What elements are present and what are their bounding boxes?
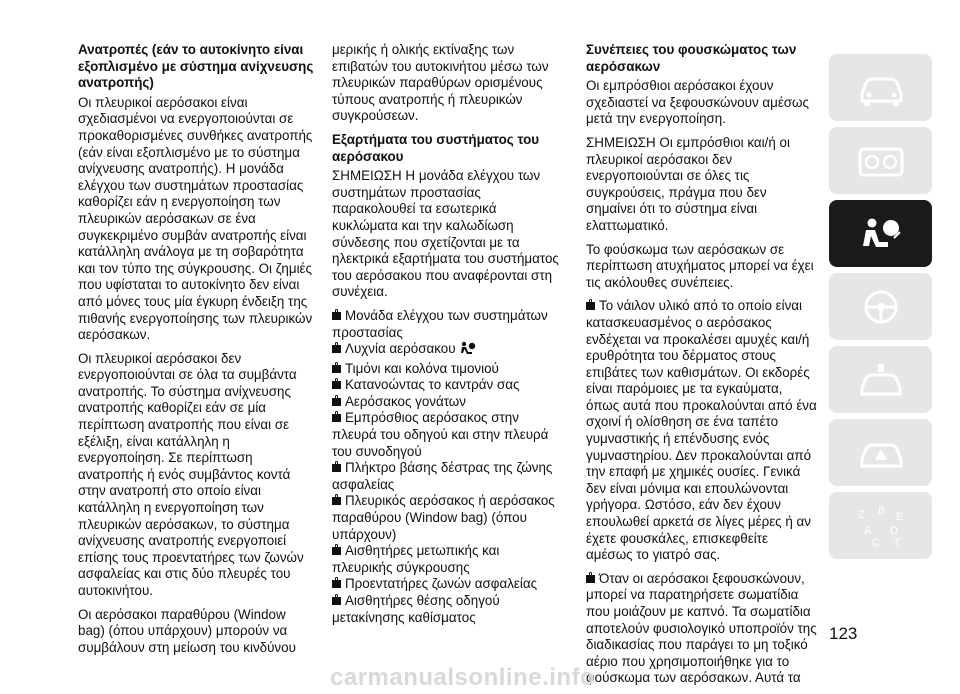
watermark: carmanualsonline.info	[330, 664, 596, 691]
bullet-icon	[586, 302, 595, 310]
bullet-icon	[332, 365, 341, 373]
paragraph: μερικής ή ολικής εκτίναξης των επιβατών του αυτοκινήτου μέσω των πλευρικών παραθύρων ορισμένους τύπους ανατροπής ή πλευρικών συγκρούσεων.	[332, 42, 549, 124]
tab-maintenance[interactable]	[829, 346, 932, 413]
paragraph: Οι εμπρόσθιοι αερόσακοι έχουν σχεδιαστεί να ξεφουσκώνουν αμέσως μετά την ενεργοποίηση.	[586, 78, 809, 127]
list-item: Αισθητήρες μετωπικής και πλευρικής σύγκρουσης	[332, 543, 500, 575]
bullet-icon	[332, 398, 341, 406]
bullet-icon	[332, 414, 341, 422]
list-item: Κατανοώντας το καντράν σας	[332, 377, 562, 394]
steering-wheel-icon	[850, 283, 912, 331]
bullet-icon	[332, 464, 341, 472]
alphabet-index-icon	[850, 502, 912, 550]
bullet-icon	[332, 312, 341, 320]
tab-car[interactable]	[829, 54, 932, 121]
tab-safety-airbag[interactable]	[829, 200, 932, 267]
note-paragraph: ΣΗΜΕΙΩΣΗ Η μονάδα ελέγχου των συστημάτων προστασίας παρακολουθεί τα εσωτερικά κυκλώματα και την καλωδίωση σύνδεσης που σχετίζονται με τα ηλεκτρικά εξαρτήματα του συστήματος του αερόσακου που αναφέρονται στη συνέχεια.	[332, 168, 559, 300]
page-number: 123	[829, 624, 858, 643]
bullet-paragraph: Το νάιλον υλικό από το οποίο είναι κατασκευασμένος ο αερόσακος ενδέχεται να προκαλέσει αμυχές και/ή ερυθρότητα του δέρματος στους επιβάτες των καθισμάτων. Οι εκδορές είναι παρόμοιες με τα εγκαύματα, όπως αυτά που προκαλούνται από ένα σχοινί ή ολίσθηση σε ένα ταπέτο γυμναστικής ή επένδυσης ενός γυμναστηρίου. Δεν προκαλούνται από την επαφή με χημικές ουσίες. Γενικά δεν είναι μόνιμα και επουλώνονται γρήγορα. Ωστόσο, εάν δεν έχουν επουλωθεί αρκετά σε λίγες μέρες ή αν έχετε φουσκάλες, επισκεφθείτε αμέσως το γιατρό σας.	[586, 298, 817, 563]
airbag-passenger-icon	[850, 210, 912, 258]
list-item: Αισθητήρες θέσης οδηγού μετακίνησης καθίσματος	[332, 593, 500, 625]
bullet-icon	[332, 547, 341, 555]
section-heading-components: Εξαρτήματα του συστήματος του αερόσακου	[332, 131, 540, 164]
paragraph: Οι πλευρικοί αερόσακοι είναι σχεδιασμένοι να ενεργοποιούνται σε προκαθορισμένες συνθήκες ανατροπής (εάν είναι εξοπλισμένο με το σύστημα ανίχνευσης ανατροπής). Η μονάδα ελέγχου των συστημάτων προστασίας καθορίζει εάν η ενεργοποίηση των πλευρικών αερόσακων σε ένα συγκεκριμένο συμβάν ανατροπής είναι κατάλληλη ανάλογα με τη σοβαρότητα και τον τύπο της σύγκρουσης. Οι ζημιές που υφίσταται το αυτοκίνητο δεν είναι από μόνες τους μία έγκυρη ένδειξη της πιθανής ενεργοποίησης των πλευρικών αερόσακων.	[78, 94, 313, 343]
svg-text:D: D	[889, 524, 898, 537]
paragraph: Το φούσκωμα των αερόσακων σε περίπτωση ατυχήματος μπορεί να έχει τις ακόλουθες συνέπειες.	[586, 241, 814, 290]
svg-text:B: B	[877, 504, 885, 517]
paragraph: Οι αερόσακοι παραθύρου (Window bag) (όπου υπάρχουν) μπορούν να συμβάλουν στη μείωση του κινδύνου	[78, 606, 296, 655]
list-item: Μονάδα ελέγχου των συστημάτων προστασίας	[332, 307, 548, 340]
tab-technical[interactable]	[829, 419, 932, 486]
bullet-icon	[586, 575, 595, 583]
column-1	[78, 42, 314, 663]
svg-text:A: A	[863, 524, 871, 537]
list-item: Εμπρόσθιος αερόσακος στην πλευρά του οδηγού και στην πλευρά του συνοδηγού	[332, 410, 549, 459]
tab-index[interactable]	[829, 492, 932, 559]
svg-text:Z: Z	[857, 508, 865, 521]
svg-text:E: E	[895, 510, 903, 523]
component-list	[332, 308, 562, 626]
car-warning-icon	[850, 429, 912, 477]
list-item: Αερόσακος γονάτων	[332, 394, 562, 411]
bullet-icon	[332, 345, 341, 353]
bullet-icon	[332, 597, 341, 605]
car-icon	[850, 64, 912, 112]
bullet-paragraph: Όταν οι αερόσακοι ξεφουσκώνουν, μπορεί να παρατηρήσετε σωματίδια που μοιάζουν με καπνό. Τα σωματίδια αποτελούν φυσιολογικό υποπροϊόν της διαδικασίας που παράγει το μη τοξικό αέριο που χρησιμοποιήθηκε για το φούσκωμα των αερόσακων. Αυτά τα	[586, 570, 817, 686]
list-item: Τιμόνι και κολόνα τιμονιού	[332, 361, 562, 378]
section-heading-effects: Συνέπειες του φουσκώματος των αερόσακων	[586, 42, 797, 74]
wrench-car-icon	[850, 356, 912, 404]
note-paragraph: ΣΗΜΕΙΩΣΗ Οι εμπρόσθιοι και/ή οι πλευρικοί αερόσακοι δεν ενεργοποιούνται σε όλες τις συγκρούσεις, πράγμα που δεν σημαίνει ότι το σύστημα είναι ελαττωματικό.	[586, 134, 790, 233]
bullet-icon	[332, 580, 341, 588]
chapter-sidebar	[829, 54, 932, 565]
dashboard-info-icon	[850, 137, 912, 185]
tab-dashboard[interactable]	[829, 127, 932, 194]
section-heading-rollover: Ανατροπές (εάν το αυτοκίνητο είναι εξοπλισμένο με σύστημα ανίχνευσης ανατροπής)	[78, 42, 314, 91]
column-2	[332, 42, 562, 633]
airbag-warning-icon	[459, 341, 476, 361]
bullet-icon	[332, 381, 341, 389]
column-3	[586, 42, 818, 694]
list-item: Προεντατήρες ζωνών ασφαλείας	[332, 576, 562, 593]
list-item: Πλήκτρο βάσης δέστρας της ζώνης ασφαλείας	[332, 460, 553, 492]
svg-text:T: T	[893, 536, 901, 549]
bullet-icon	[332, 497, 341, 505]
tab-steering[interactable]	[829, 273, 932, 340]
list-item: Λυχνία αερόσακου	[332, 341, 562, 361]
svg-text:C: C	[871, 536, 880, 549]
paragraph: Οι πλευρικοί αερόσακοι δεν ενεργοποιούνται σε όλα τα συμβάντα ανατροπής. Το σύστημα ανίχνευσης ανατροπής καθορίζει εάν σε μία περίπτωση ανατροπής που είναι σε εξέλιξη, είναι κατάλληλη η ενεργοποίηση. Σε περίπτωση ανατροπής ή ενός συμβάντος κοντά στην ανατροπή στο οποίο είναι κατάλληλη η ενεργοποίηση των πλευρικών αερόσακων, το σύστημα ανίχνευσης ανατροπής ενεργοποιεί επίσης τους προεντατήρες των ζωνών ασφαλείας και στις δύο πλευρές του αυτοκινήτου.	[78, 350, 304, 598]
list-item: Πλευρικός αερόσακος ή αερόσακος παραθύρου (Window bag) (όπου υπάρχουν)	[332, 493, 555, 542]
